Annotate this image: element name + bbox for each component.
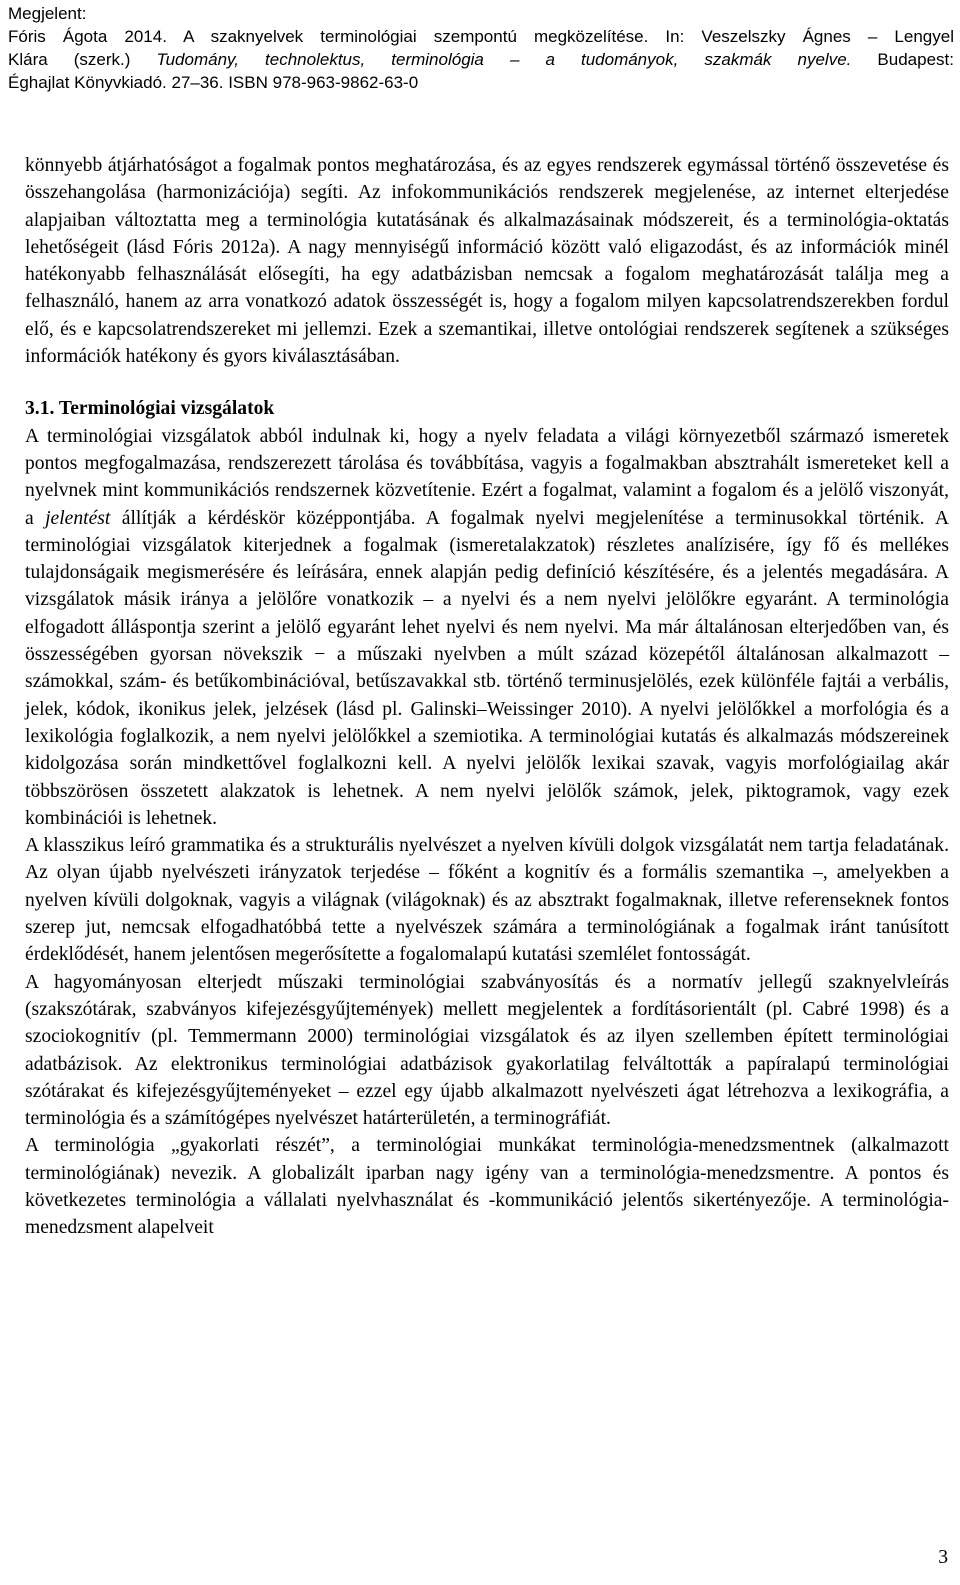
page-number: 3	[938, 1547, 948, 1568]
citation-line-1: Fóris Ágota 2014. A szaknyelvek terminológiai szempontú megközelítése. In: Veszelszky Ágnes – Lengyel	[8, 27, 954, 46]
citation-line-2	[8, 48, 954, 71]
citation-header	[8, 2, 954, 94]
paragraph-2-part-b: állítják a kérdéskör középpontjába. A fogalmak nyelvi megjelenítése a terminusokkal történik. A terminológiai vizsgálatok kiterjednek a fogalmak (ismeretalakzatok) részletes analízisére, így fő és mellékes tulajdonságaik megismerésére és leírására, ennek alapján pedig definíció készítésére, és a jelentés megadására. A vizsgálatok másik iránya a jelölőre vonatkozik – a nyelvi és a nem nyelvi jelölőkre egyaránt. A terminológia elfogadott álláspontja szerint a jelölő egyaránt lehet nyelvi és nem nyelvi. Ma már általánosan elterjedőben van, és összességében gyorsan növekszik − a műszaki nyelvben a múlt század közepétől általánosan alkalmazott – számokkal, szám- és betűkombinációval, betűszavakkal stb. történő terminusjelölés, ezek különféle fajtái a verbális, jelek, kódok, ikonikus jelek, jelzések (lásd pl. Galinski–Weissinger 2010). A nyelvi jelölőkkel a morfológia és a lexikológia foglalkozik, a nem nyelvi jelölőkkel a szemiotika. A terminológiai kutatás és alkalmazás módszereinek kidolgozása során mindkettővel foglalkozni kell. A nyelvi jelölők lexikai szavak, vagyis morfológiailag akár többszörösen összetett alakzatok is lehetnek. A nem nyelvi jelölők számok, jelek, piktogramok, vagy ezek kombinációi is lehetnek.	[25, 507, 949, 829]
section-heading: 3.1. Terminológiai vizsgálatok	[25, 398, 275, 420]
document-body	[25, 152, 949, 1242]
citation-label: Megjelent:	[8, 4, 87, 23]
emphasis-jelentest: jelentést	[45, 507, 111, 529]
paragraph-intro: könnyebb átjárhatóságot a fogalmak pontos meghatározása, és az egyes rendszerek egymással történő összevetése és összehangolása (harmonizációja) segíti. Az infokommunikációs rendszerek megjelenése, az internet elterjedése alapjaiban változtatta meg a terminológia kutatásának és alkalmazásainak módszereit, és a terminológia-oktatás lehetőségeit (lásd Fóris 2012a). A nagy mennyiségű információ között való eligazodást, és az információk minél hatékonyabb felhasználását elősegíti, ha egy adatbázisban nemcsak a fogalom meghatározását találja meg a felhasználó, hanem az arra vonatkozó adatok összességét is, hogy a fogalom milyen kapcsolatrendszerekben fordul elő, és e kapcsolatrendszereket mi jellemzi. Ezek a szemantikai, illetve ontológiai rendszerek segítenek a szükséges információk hatékony és gyors kiválasztásában.	[25, 155, 949, 368]
citation-book-title: Tudomány, technolektus, terminológia – a tudományok, szakmák nyelve.	[156, 50, 852, 69]
paragraph-terminology-management: A terminológia „gyakorlati részét”, a terminológiai munkákat terminológia-menedzsmentnek (alkalmazott terminológiának) nevezik. A globalizált iparban nagy igény van a terminológia-menedzsmentre. A pontos és következetes terminológia a vállalati nyelvhasználat és -kommunikáció jelentős sikertényezője. A terminológia-menedzsment alapelveit	[25, 1135, 949, 1239]
paragraph-standardization: A hagyományosan elterjedt műszaki terminológiai szabványosítás és a normatív jellegű szaknyelvleírás (szakszótárak, szabványos kifejezésgyűjtemények) mellett megjelentek a fordításorientált (pl. Cabré 1998) és a szociokognitív (pl. Temmermann 2000) terminológiai vizsgálatok és az ilyen szellemben épített terminológiai adatbázisok. Az elektronikus terminológiai adatbázisok gyakorlatilag felváltották a papíralapú terminológiai szótárakat és kifejezésgyűjteményeket – ezzel egy újabb alkalmazott nyelvészeti ágat létrehozva a lexikográfia, a terminológia és a számítógépes nyelvészet határterületén, a terminográfiát.	[25, 971, 949, 1130]
citation-line-3: Éghajlat Könyvkiadó. 27–36. ISBN 978-963-9862-63-0	[8, 73, 419, 92]
paragraph-terminology-research	[25, 423, 949, 832]
citation-editors: Klára (szerk.)	[8, 50, 157, 69]
paragraph-classical-grammar: A klasszikus leíró grammatika és a strukturális nyelvészet a nyelven kívüli dolgok vizsgálatát nem tartja feladatának. Az olyan újabb nyelvészeti irányzatok terjedése – főként a kognitív és a formális szemantika –, amelyekben a nyelven kívüli dolgoknak, vagyis a világnak (világoknak) és az absztrakt fogalmaknak, illetve referenseknek fontos szerep jut, nemcsak elfogadhatóbbá tette a nyelvészek számára a terminológiának a fogalmak iránt tanúsított érdeklődését, hanem jelentősen megerősítette a fogalomalapú kutatási szemlélet fontosságát.	[25, 835, 949, 966]
paragraph-2-part-a: A terminológiai vizsgálatok abból indulnak ki, hogy a nyelv feladata a világi környezetből származó ismeretek pontos megfogalmazása, rendszerezett tárolása és továbbítása, vagyis a fogalmakban absztrahált ismereteket kell a nyelvnek mint kommunikációs rendszernek közvetítenie. Ezért a fogalmat, valamint a fogalom és a jelölő viszonyát, a	[25, 425, 949, 529]
citation-place: Budapest:	[851, 50, 954, 69]
